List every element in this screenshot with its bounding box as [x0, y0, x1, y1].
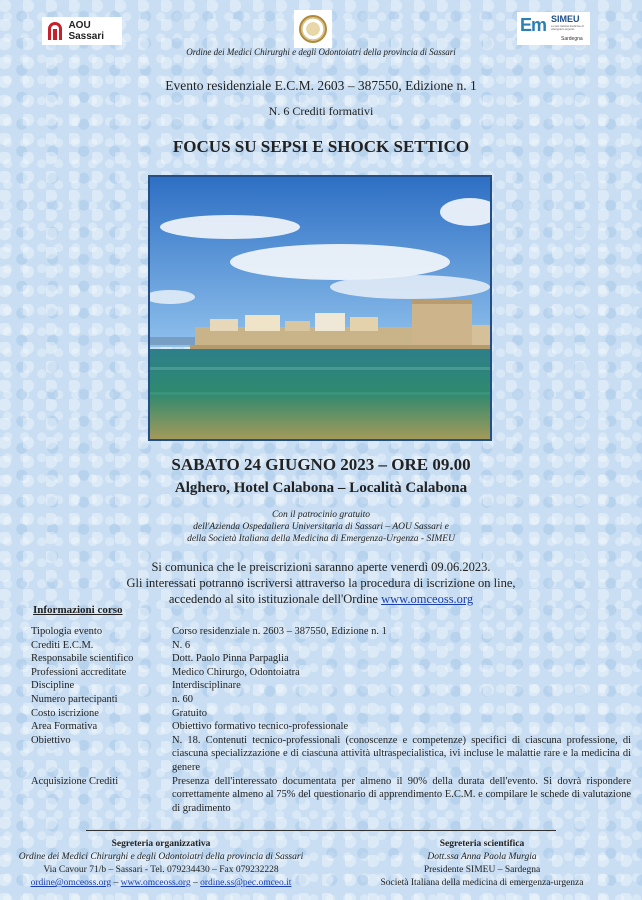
info-row	[31, 775, 631, 816]
info-row-value: Interdisciplinare	[172, 680, 241, 692]
info-row-value: Gratuito	[172, 707, 207, 719]
segreteria-scientifica-society: Società Italiana della medicina di emergenza-urgenza	[380, 878, 584, 888]
notice-line-2: Gli interessati potranno iscriversi attraverso la procedura di iscrizione on line,	[126, 576, 516, 590]
info-row-value: n. 60	[172, 693, 193, 705]
info-section-title: Informazioni corso	[33, 604, 123, 616]
segreteria-organizzativa-title: Segreteria organizzativa	[111, 839, 211, 849]
info-row	[31, 639, 631, 653]
simeu-em-mark: Em	[520, 15, 547, 35]
segreteria-organizzativa	[0, 838, 322, 890]
registration-notice	[0, 559, 642, 607]
info-row-label: Obiettivo	[31, 734, 71, 746]
info-row	[31, 666, 631, 680]
info-row	[31, 625, 631, 639]
evento-line: Evento residenziale E.C.M. 2603 – 387550, Edizione n. 1	[165, 78, 477, 93]
pec-email-link[interactable]: ordine.ss@pec.omceo.it	[200, 878, 292, 888]
ordine-seal-logo	[294, 10, 332, 48]
info-row-value: N. 18. Contenuti tecnico-professionali (conoscenze e competenze) specifici di ciascuna professione, di ciascuna specializzazione e di ciascuna attività ultraspecialistica, ivi incluse le malattie rare e la medicina di genere	[172, 734, 631, 773]
notice-line-1: Si comunica che le preiscrizioni saranno aperte venerdì 09.06.2023.	[151, 560, 491, 574]
info-row-label: Area Formativa	[31, 721, 98, 733]
aou-logo-icon	[45, 20, 64, 42]
info-row-value: Dott. Paolo Pinna Parpaglia	[172, 653, 289, 665]
info-row-value: Obiettivo formativo tecnico-professionale	[172, 721, 349, 733]
patrocinio-line-3: della Società Italiana della Medicina di Emergenza-Urgenza - SIMEU	[187, 534, 455, 544]
info-table	[31, 625, 631, 815]
segreteria-scientifica	[352, 838, 612, 890]
seal-icon	[299, 15, 327, 43]
info-row	[31, 720, 631, 734]
ordine-header: Ordine dei Medici Chirurghi e degli Odontoiatri della provincia di Sassari	[186, 47, 456, 57]
omceoss-link[interactable]: www.omceoss.org	[381, 592, 474, 606]
simeu-logo-text: SIMEU	[551, 14, 580, 24]
page-title: FOCUS SU SEPSI E SHOCK SETTICO	[172, 137, 470, 156]
segreteria-organizzativa-address: Via Cavour 71/b – Sassari - Tel. 079234430 – Fax 079232228	[43, 865, 279, 875]
info-row-label: Responsabile scientifico	[31, 653, 134, 665]
info-row	[31, 652, 631, 666]
site-omceoss-link[interactable]: www.omceoss.org	[120, 878, 191, 888]
email-ordine-link[interactable]: ordine@omceoss.org	[30, 878, 112, 888]
simeu-logo-region: Sardegna	[561, 36, 583, 42]
info-row-value: N. 6	[172, 639, 191, 651]
simeu-logo-subtext: società italiana medicina di emergenza-urgenza	[551, 25, 584, 31]
segreteria-scientifica-title: Segreteria scientifica	[439, 839, 525, 849]
segreteria-organizzativa-contacts	[0, 877, 322, 890]
info-row	[31, 679, 631, 693]
patrocinio-line-1: Con il patrocinio gratuito	[271, 510, 371, 520]
info-row-label: Discipline	[31, 680, 75, 692]
info-row-label: Acquisizione Crediti	[31, 775, 119, 787]
info-row-label: Costo iscrizione	[31, 707, 99, 719]
aou-logo-text: AOU Sassari	[68, 20, 105, 42]
contact-separator: –	[111, 878, 121, 888]
event-date: SABATO 24 GIUGNO 2023 – ORE 09.00	[171, 455, 471, 474]
event-venue: Alghero, Hotel Calabona – Località Calabona	[174, 480, 468, 496]
alghero-photo	[148, 175, 492, 441]
info-row-label: Crediti E.C.M.	[31, 639, 94, 651]
info-row-label: Tipologia evento	[31, 626, 103, 637]
info-row-label: Numero partecipanti	[31, 693, 118, 705]
segreteria-scientifica-name: Dott.ssa Anna Paola Murgia	[427, 852, 537, 862]
patrocinio	[0, 509, 642, 545]
info-row-value: Corso residenziale n. 2603 – 387550, Edizione n. 1	[172, 626, 387, 637]
info-row-value: Presenza dell'interessato documentata per almeno il 90% della durata dell'evento. Si dovrà rispondere correttamente almeno al 75% del questionario di apprendimento E.C.M. e compilare le schede di valutazione di gradimento	[172, 775, 631, 814]
info-row	[31, 693, 631, 707]
info-row-label: Professioni accreditate	[31, 666, 127, 678]
crediti-line: N. 6 Crediti formativi	[268, 104, 374, 118]
info-row-value: Medico Chirurgo, Odontoiatra	[172, 666, 300, 678]
info-row	[31, 734, 631, 775]
footer-divider	[86, 830, 556, 831]
segreteria-scientifica-role: Presidente SIMEU – Sardegna	[423, 865, 541, 875]
info-row	[31, 707, 631, 721]
segreteria-organizzativa-line-1: Ordine dei Medici Chirurghi e degli Odontoiatri della provincia di Sassari	[18, 852, 304, 862]
contact-separator: –	[190, 878, 201, 888]
aou-sassari-logo	[42, 17, 122, 45]
simeu-logo	[517, 12, 590, 45]
notice-line-3-text: accedendo al sito istituzionale dell'Ordine	[168, 592, 378, 606]
patrocinio-line-2: dell'Azienda Ospedaliera Universitaria di Sassari – AOU Sassari e	[193, 522, 449, 532]
